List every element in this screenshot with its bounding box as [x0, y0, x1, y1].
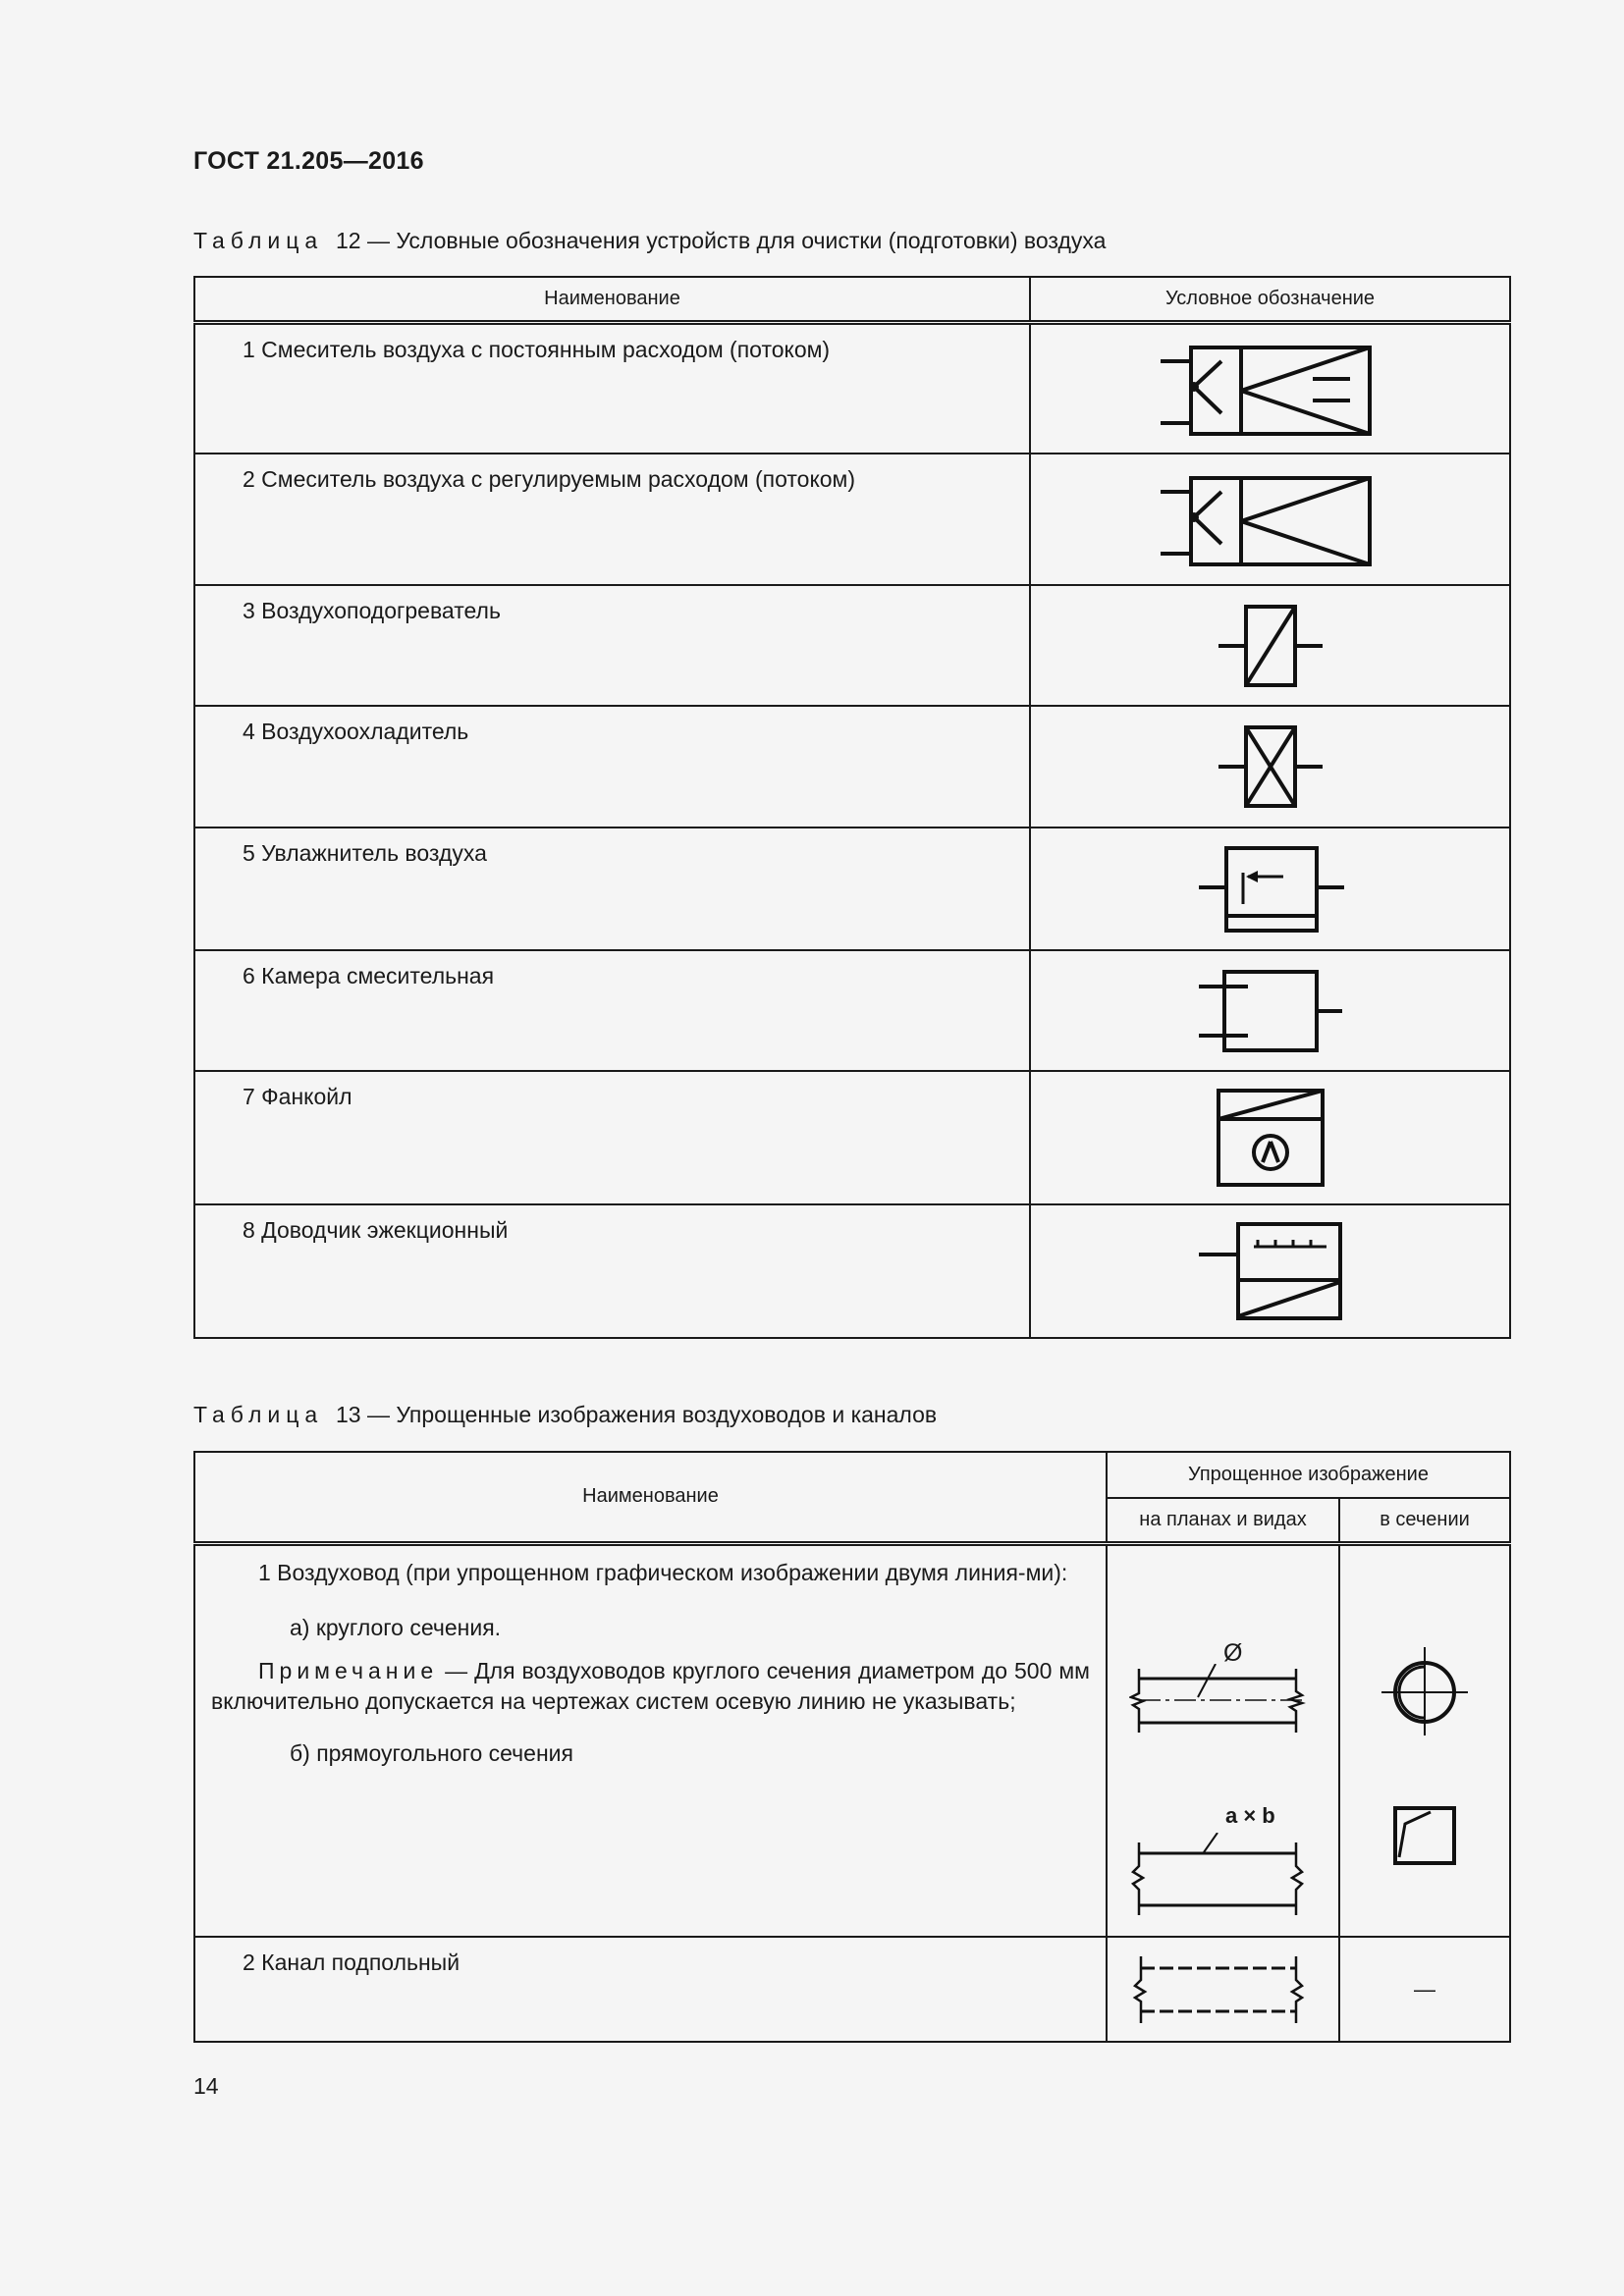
table12-row-label: 3 Воздухоподогреватель — [194, 585, 1030, 706]
air-heater-icon — [1030, 585, 1510, 706]
table12-caption-word: Таблица — [193, 228, 324, 253]
rect-duct-section-icon — [1391, 1804, 1460, 1867]
table13-header-group: Упрощенное изображение — [1107, 1452, 1510, 1498]
table12-row-label: 4 Воздухоохладитель — [194, 706, 1030, 828]
page-number: 14 — [193, 2073, 219, 2099]
table13-caption — [193, 1402, 937, 1428]
table12-header-symbol: Условное обозначение — [1030, 277, 1510, 322]
table13-header-name: Наименование — [194, 1452, 1107, 1543]
duct-round-item: а) круглого сечения. — [290, 1614, 502, 1640]
table13 — [193, 1451, 1511, 2043]
table12-row-label: 1 Смеситель воздуха с постоянным расходом (потоком) — [194, 322, 1030, 454]
table12-row-label: 8 Доводчик эжекционный — [194, 1204, 1030, 1338]
round-duct-section-icon — [1376, 1641, 1474, 1739]
mixing-chamber-icon — [1030, 950, 1510, 1071]
table13-header-section: в сечении — [1339, 1498, 1510, 1543]
table12 — [193, 276, 1511, 1339]
table12-row-label: 7 Фанкойл — [194, 1071, 1030, 1204]
document-code: ГОСТ 21.205—2016 — [193, 147, 424, 175]
duct-rect-item: б) прямоугольного сечения — [290, 1739, 573, 1766]
mixer-constant-icon — [1030, 322, 1510, 454]
note-word: Примечание — [258, 1657, 439, 1683]
rect-size-label: a × b — [1225, 1802, 1275, 1828]
round-duct-plan-icon — [1129, 1664, 1326, 1762]
diameter-label: Ø — [1223, 1638, 1243, 1667]
table13-row2-name: 2 Канал подпольный — [194, 1937, 1107, 2042]
table13-header-plan: на планах и видах — [1107, 1498, 1339, 1543]
air-cooler-icon — [1030, 706, 1510, 828]
table13-row1-name — [194, 1543, 1107, 1937]
mixer-adjustable-icon — [1030, 454, 1510, 585]
duct-section-cell — [1339, 1543, 1510, 1937]
ejection-closer-icon — [1030, 1204, 1510, 1338]
table12-row-label: 5 Увлажнитель воздуха — [194, 828, 1030, 950]
channel-section-dash: — — [1339, 1937, 1510, 2042]
underfloor-channel-icon — [1107, 1937, 1339, 2042]
duct-plan-cell — [1107, 1543, 1339, 1937]
duct-note — [211, 1656, 1090, 1717]
table12-row-label: 6 Камера смесительная — [194, 950, 1030, 1071]
table12-caption — [193, 228, 1106, 254]
fancoil-icon — [1030, 1071, 1510, 1204]
note-text: — Для воздуховодов круглого сечения диаметром до 500 мм включительно допускается на чертежах систем осевую линию не указывать; — [211, 1657, 1090, 1714]
table12-caption-text: 12 — Условные обозначения устройств для очистки (подготовки) воздуха — [335, 228, 1107, 253]
rect-duct-plan-icon — [1129, 1833, 1326, 1931]
table13-caption-word: Таблица — [193, 1402, 324, 1427]
humidifier-icon — [1030, 828, 1510, 950]
table12-row-label: 2 Смеситель воздуха с регулируемым расходом (потоком) — [194, 454, 1030, 585]
duct-title: 1 Воздуховод (при упрощенном графическом изображении двумя линия-ми): — [258, 1559, 1068, 1585]
table13-caption-text: 13 — Упрощенные изображения воздуховодов и каналов — [335, 1402, 938, 1427]
table12-header-name: Наименование — [194, 277, 1030, 322]
